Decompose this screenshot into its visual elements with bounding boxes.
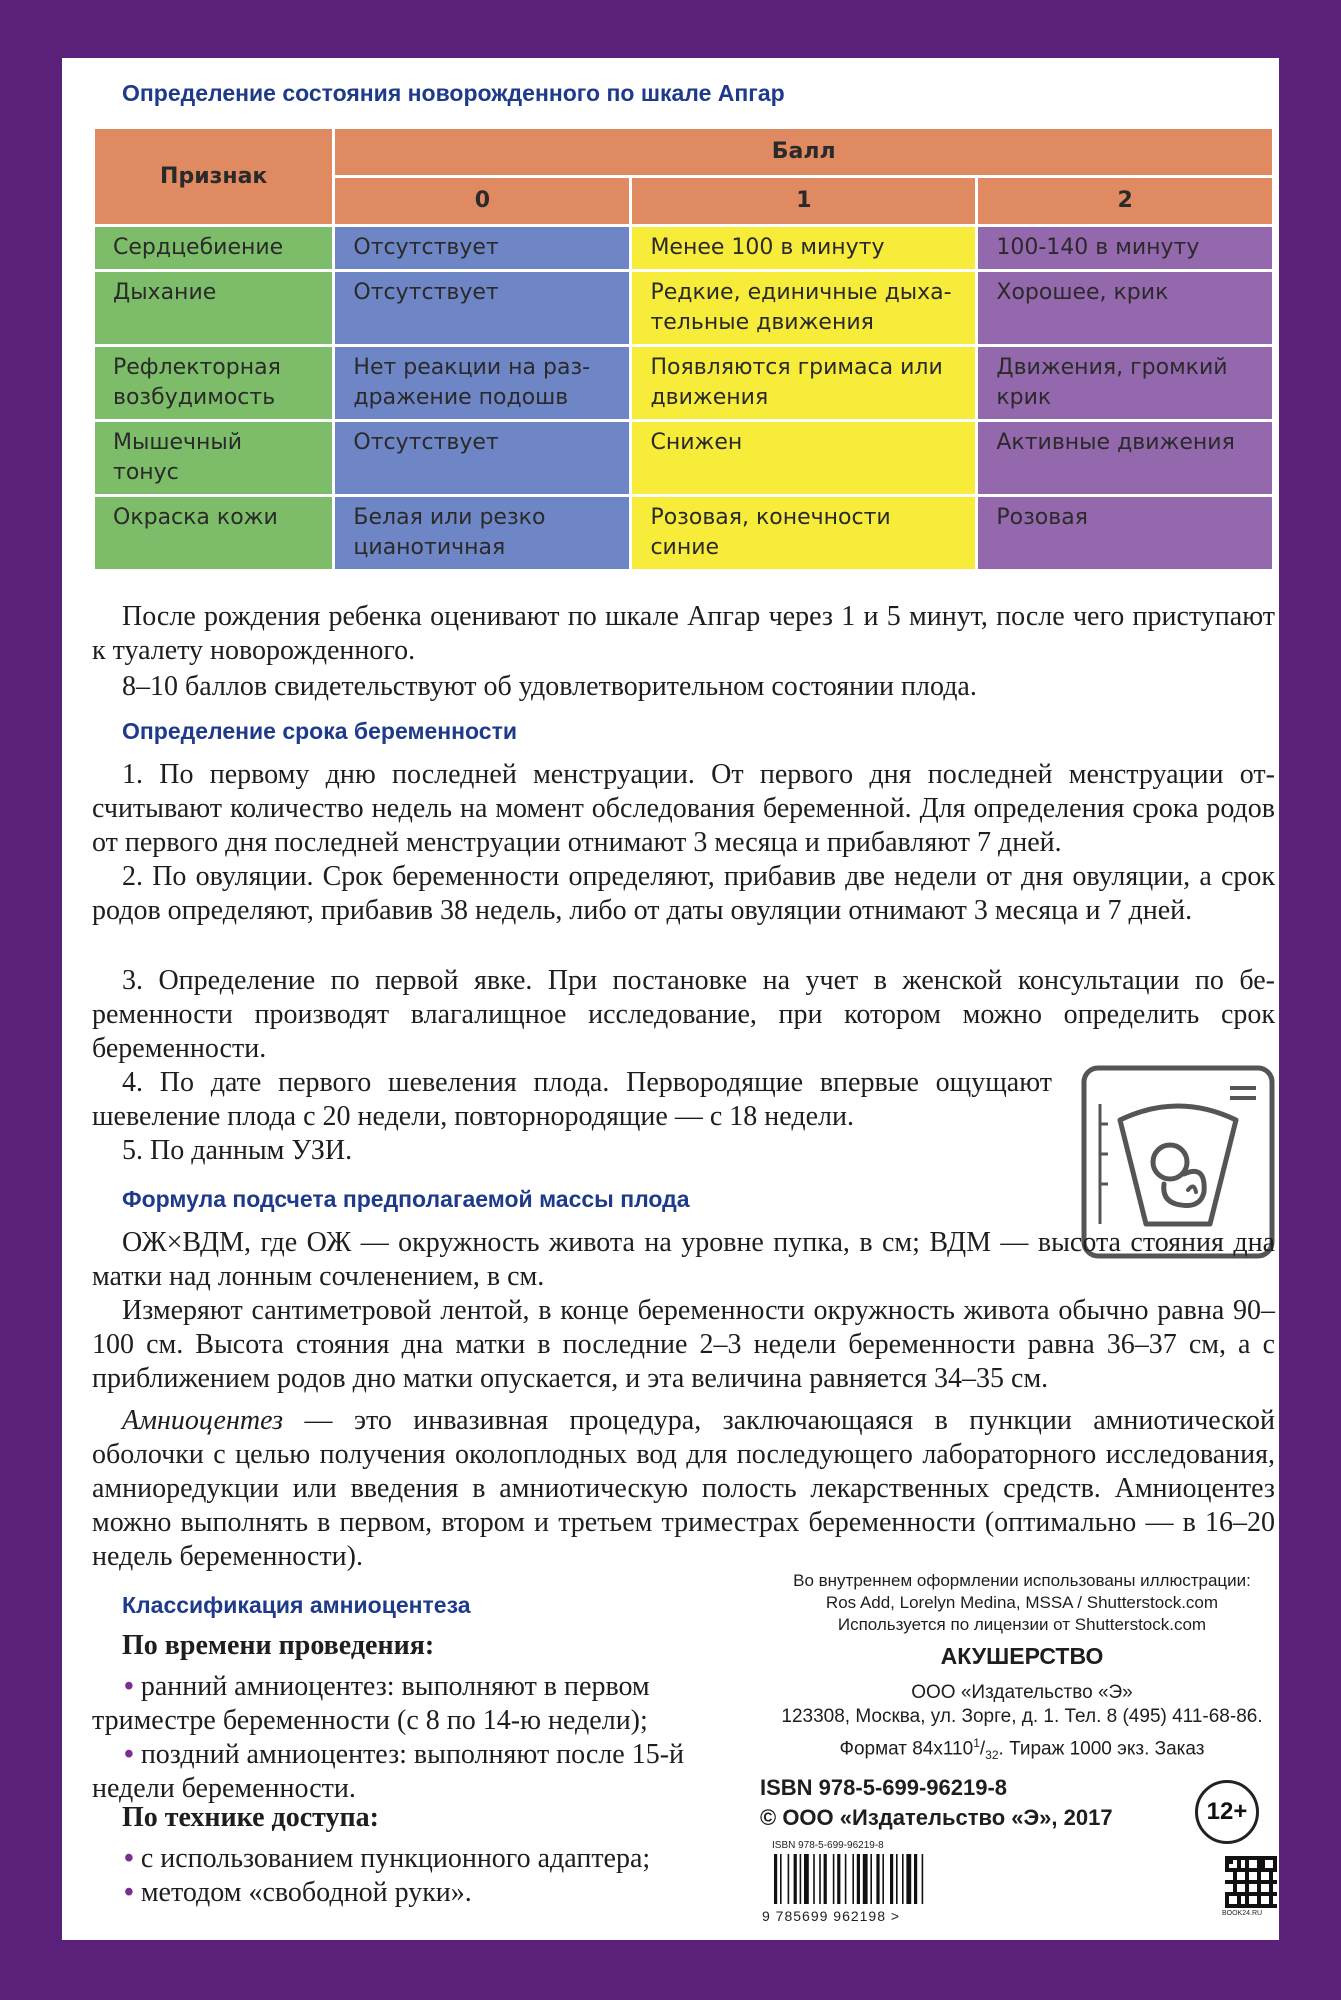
qr-module [1261, 1860, 1265, 1864]
barcode-bar [906, 1854, 911, 1904]
cell-sign: Рефлекторная возбудимость [95, 347, 332, 419]
qr-module [1269, 1888, 1273, 1892]
qr-module [1257, 1872, 1261, 1876]
barcode-bar [882, 1854, 884, 1904]
cell-score-1: Снижен [632, 422, 975, 494]
qr-module [1241, 1892, 1245, 1896]
qr-module [1257, 1888, 1261, 1892]
qr-module [1249, 1856, 1253, 1860]
qr-module [1273, 1880, 1277, 1884]
qr-module [1229, 1880, 1233, 1884]
barcode-bar [833, 1854, 835, 1904]
qr-module [1253, 1904, 1257, 1908]
qr-module [1241, 1856, 1245, 1860]
qr-module [1233, 1868, 1237, 1872]
qr-module [1269, 1884, 1273, 1888]
list-item: • поздний амниоцентез: выполняют после 15-й недели беременности. [92, 1739, 684, 1804]
qr-module [1273, 1860, 1277, 1864]
qr-module [1233, 1880, 1237, 1884]
qr-module [1229, 1904, 1233, 1908]
barcode-bar [819, 1854, 821, 1904]
qr-module [1233, 1884, 1237, 1888]
illustration-credits: Во внутреннем оформлении использованы иллюстрации: Ros Add, Lorelyn Medina, MSSA / Shutterstock.com Используется по лицензии от Shutterstock.com [793, 1571, 1251, 1634]
qr-module [1225, 1856, 1229, 1860]
term-paragraph-1: 1. По первому дню последней менструации. От первого дня последней менструации отсчитывают количество недель на момент обследования беременной. Для определения срока родов от первого дня последней менструации отнимают 3 месяца и прибавляют 7 дней. [92, 759, 1275, 858]
qr-module [1261, 1864, 1265, 1868]
qr-module [1269, 1868, 1273, 1872]
qr-module [1245, 1904, 1249, 1908]
cell-score-1: Менее 100 в минуту [632, 227, 975, 269]
qr-module [1265, 1892, 1269, 1896]
barcode-bar [845, 1854, 847, 1904]
mass-formula-title: Формула подсчета предполагаемой массы плода [122, 1186, 690, 1212]
qr-module [1249, 1868, 1253, 1872]
qr-module [1253, 1856, 1257, 1860]
qr-module [1273, 1864, 1277, 1868]
qr-module [1233, 1856, 1237, 1860]
qr-module [1233, 1872, 1237, 1876]
qr-module [1249, 1880, 1253, 1884]
barcode-isbn: ISBN 978-5-699-96219-8 [772, 1840, 884, 1851]
list-item: • методом «свободной руки». [124, 1877, 472, 1908]
mass-paragraph-2: Измеряют сантиметровой лентой, в конце беременности окружность живота обычно равна 90–100 см. Высота стояния дна матки в последние 2–3 недели беременности равна 36–37 см, а с приближением родов дно матки опускается, и эта величина равняется 34–35 см. [92, 1295, 1275, 1394]
qr-module [1261, 1868, 1265, 1872]
qr-module [1245, 1896, 1249, 1900]
term-paragraph-3: 3. Определение по первой явке. При постановке на учет в женской консультации по беременности производят влагалищное исследование, при котором можно определить срок беременности. [92, 965, 1275, 1064]
apgar-table [92, 126, 1275, 572]
qr-module [1269, 1900, 1273, 1904]
cell-score-0: Отсутствует [335, 227, 629, 269]
qr-module [1253, 1868, 1257, 1872]
publisher-name: ООО «Издательство «Э» [911, 1682, 1133, 1703]
qr-module [1265, 1904, 1269, 1908]
cell-score-0: Белая или резко цианотичная [335, 497, 629, 569]
qr-module [1245, 1872, 1249, 1876]
qr-module [1253, 1880, 1257, 1884]
barcode-bar [890, 1854, 893, 1904]
qr-module [1245, 1888, 1249, 1892]
qr-module [1257, 1896, 1261, 1900]
cell-score-0: Отсутствует [335, 422, 629, 494]
list-item: • ранний амниоцентез: выполняют в первом триместре беременности (с 8 по 14-ю недели); [92, 1671, 650, 1736]
qr-module [1241, 1868, 1245, 1872]
barcode-bar [824, 1854, 827, 1904]
pregnancy-term-title: Определение срока беременности [122, 718, 517, 744]
apgar-paragraph-2: 8–10 баллов свидетельствуют об удовлетворительном состоянии плода. [122, 671, 977, 702]
qr-module [1225, 1880, 1229, 1884]
barcode-bar [902, 1854, 904, 1904]
qr-module [1261, 1892, 1265, 1896]
qr-module [1237, 1896, 1241, 1900]
qr-module [1261, 1904, 1265, 1908]
cell-score-2: 100-140 в минуту [978, 227, 1272, 269]
by-time-label: По времени проведения: [122, 1630, 435, 1661]
apgar-title: Определение состояния новорожденного по шкале Апгар [122, 80, 785, 106]
cell-score-1: Редкие, единичные дыхательные движения [632, 272, 975, 344]
qr-module [1257, 1860, 1261, 1864]
qr-module [1273, 1856, 1277, 1860]
table-row [95, 347, 1272, 419]
barcode-bar [896, 1854, 898, 1904]
barcode-bar [857, 1854, 860, 1904]
qr-module [1245, 1892, 1249, 1896]
qr-module [1257, 1868, 1261, 1872]
qr-module [1225, 1904, 1229, 1908]
by-access-label: По технике доступа: [122, 1802, 379, 1833]
copyright: © ООО «Издательство «Э», 2017 [760, 1805, 1113, 1830]
qr-module [1237, 1880, 1241, 1884]
qr-module [1225, 1892, 1229, 1896]
qr-module [1245, 1868, 1249, 1872]
qr-module [1257, 1880, 1261, 1884]
qr-module [1273, 1892, 1277, 1896]
qr-module [1257, 1876, 1261, 1880]
barcode-bar [870, 1854, 872, 1904]
qr-module [1237, 1868, 1241, 1872]
cell-score-2: Активные движения [978, 422, 1272, 494]
term-paragraph-5: 5. По данным УЗИ. [122, 1135, 353, 1166]
table-row [95, 422, 1272, 494]
qr-module [1273, 1904, 1277, 1908]
cell-score-1: Появляются гримаса или движения [632, 347, 975, 419]
qr-module [1269, 1872, 1273, 1876]
header-sign: Признак [95, 129, 332, 224]
barcode-bar [876, 1854, 879, 1904]
qr-module [1269, 1904, 1273, 1908]
list-item: • с использованием пункционного адаптера; [124, 1843, 651, 1874]
qr-module [1237, 1904, 1241, 1908]
qr-module [1245, 1864, 1249, 1868]
barcode-bar [837, 1854, 840, 1904]
barcode-bar [800, 1854, 802, 1904]
qr-module [1257, 1856, 1261, 1860]
qr-module [1261, 1856, 1265, 1860]
qr-module [1229, 1892, 1233, 1896]
age-rating-badge: 12+ [1195, 1780, 1259, 1844]
qr-module [1265, 1856, 1269, 1860]
qr-module [1257, 1864, 1261, 1868]
page [62, 58, 1279, 1940]
barcode-digits: 9 785699 962198 > [762, 1908, 901, 1924]
barcode-bar [863, 1854, 868, 1904]
amnio-class-title: Классификация амниоцентеза [122, 1592, 471, 1618]
qr-module [1241, 1880, 1245, 1884]
qr-module [1241, 1904, 1245, 1908]
term-paragraph-2: 2. По овуляции. Срок беременности определяют, прибавив две недели от дня овуляции, а срок родов определяют, прибавив 38 недель, либо от даты овуляции отнимают 3 месяца и 7 дней. [92, 861, 1275, 926]
bullet-icon: • [124, 1877, 134, 1908]
qr-module [1225, 1864, 1229, 1868]
table-row [95, 272, 1272, 344]
qr-module [1261, 1880, 1265, 1884]
qr-module [1245, 1900, 1249, 1904]
barcode [770, 1854, 960, 1904]
barcode-bar [804, 1854, 809, 1904]
qr-module [1225, 1860, 1229, 1864]
cell-score-0: Отсутствует [335, 272, 629, 344]
cell-score-2: Розовая [978, 497, 1272, 569]
qr-module [1237, 1856, 1241, 1860]
barcode-bar [794, 1854, 797, 1904]
barcode-bar [852, 1854, 854, 1904]
header-score: Балл [335, 129, 1272, 175]
qr-module [1257, 1884, 1261, 1888]
apgar-paragraph-1: После рождения ребенка оценивают по шкале Апгар через 1 и 5 минут, после чего приступают к туалету новорожденного. [92, 601, 1275, 666]
cell-score-2: Хорошее, крик [978, 272, 1272, 344]
isbn: ISBN 978-5-699-96219-8 [760, 1775, 1008, 1800]
print-format: Формат $84x110^1/_{32}$. Тираж 1000 экз. Заказ [839, 1736, 1205, 1763]
qr-module [1269, 1896, 1273, 1900]
amnio-definition: — это инвазивная процедура, заключающаяся в пункции амниотической оболочки с целью получения околоплодных вод для последующего лабораторного исследования, амниоредукции или введения в амниотическую полость лекарственных средств. Амниоцентез можно выполнять в первом, втором и третьем триместрах беременности (оптимально — в 16–20 недель беременности). [92, 1405, 1275, 1572]
qr-module [1245, 1880, 1249, 1884]
term-paragraph-4: 4. По дате первого шевеления плода. Первородящие впервые ощущают шевеление плода с 20 недели, повторнородящие — с 18 недели. [92, 1067, 1052, 1132]
bullet-icon: • [124, 1739, 134, 1770]
barcode-bar [914, 1854, 917, 1904]
book-title: АКУШЕРСТВО [940, 1643, 1104, 1669]
qr-module [1233, 1876, 1237, 1880]
qr-module [1229, 1856, 1233, 1860]
qr-module [1225, 1868, 1229, 1872]
qr-module [1269, 1892, 1273, 1896]
cell-score-0: Нет реакции на раздражение подошв [335, 347, 629, 419]
qr-module [1237, 1860, 1241, 1864]
qr-module [1269, 1856, 1273, 1860]
bullet-icon: • [124, 1843, 134, 1874]
qr-module [1237, 1900, 1241, 1904]
cell-sign: Мышечный тонус [95, 422, 332, 494]
publisher-address: 123308, Москва, ул. Зорге, д. 1. Тел. 8 (495) 411-68-86. [781, 1706, 1263, 1727]
qr-module [1257, 1892, 1261, 1896]
table-row [95, 497, 1272, 569]
cell-score-1: Розовая, конечности синие [632, 497, 975, 569]
qr-module [1245, 1860, 1249, 1864]
qr-module [1265, 1880, 1269, 1884]
qr-module [1245, 1876, 1249, 1880]
cell-sign: Сердцебиение [95, 227, 332, 269]
header-score-0: 0 [335, 178, 629, 224]
qr-module [1269, 1876, 1273, 1880]
qr-module [1265, 1868, 1269, 1872]
qr-module [1237, 1864, 1241, 1868]
mass-paragraph-1: ОЖ×ВДМ, где ОЖ — окружность живота на уровне пупка, в см; ВДМ — высота стояния дна матки над лонным сочленением, в см. [92, 1227, 1275, 1292]
cell-score-2: Движения, громкий крик [978, 347, 1272, 419]
cell-sign: Окраска кожи [95, 497, 332, 569]
qr-caption: BOOK24.RU [1222, 1910, 1263, 1917]
qr-module [1257, 1900, 1261, 1904]
header-score-1: 1 [632, 178, 975, 224]
qr-module [1233, 1888, 1237, 1892]
qr-module [1249, 1904, 1253, 1908]
barcode-bar [774, 1854, 777, 1904]
qr-code [1225, 1856, 1277, 1908]
qr-module [1245, 1884, 1249, 1888]
qr-module [1257, 1904, 1261, 1908]
qr-module [1233, 1892, 1237, 1896]
header-score-2: 2 [978, 178, 1272, 224]
qr-module [1225, 1900, 1229, 1904]
qr-module [1233, 1904, 1237, 1908]
qr-module [1237, 1892, 1241, 1896]
barcode-bar [922, 1854, 924, 1904]
amnio-term: Амниоцентез [122, 1405, 284, 1436]
qr-module [1249, 1892, 1253, 1896]
qr-module [1273, 1868, 1277, 1872]
barcode-bar [788, 1854, 790, 1904]
barcode-bar [780, 1854, 782, 1904]
barcode-bar [813, 1854, 815, 1904]
qr-module [1269, 1880, 1273, 1884]
cell-sign: Дыхание [95, 272, 332, 344]
qr-module [1225, 1896, 1229, 1900]
table-row [95, 227, 1272, 269]
qr-module [1245, 1856, 1249, 1860]
amnio-paragraph [92, 1404, 1275, 1574]
bullet-icon: • [124, 1671, 134, 1702]
qr-module [1229, 1860, 1233, 1864]
qr-module [1229, 1868, 1233, 1872]
qr-module [1253, 1892, 1257, 1896]
